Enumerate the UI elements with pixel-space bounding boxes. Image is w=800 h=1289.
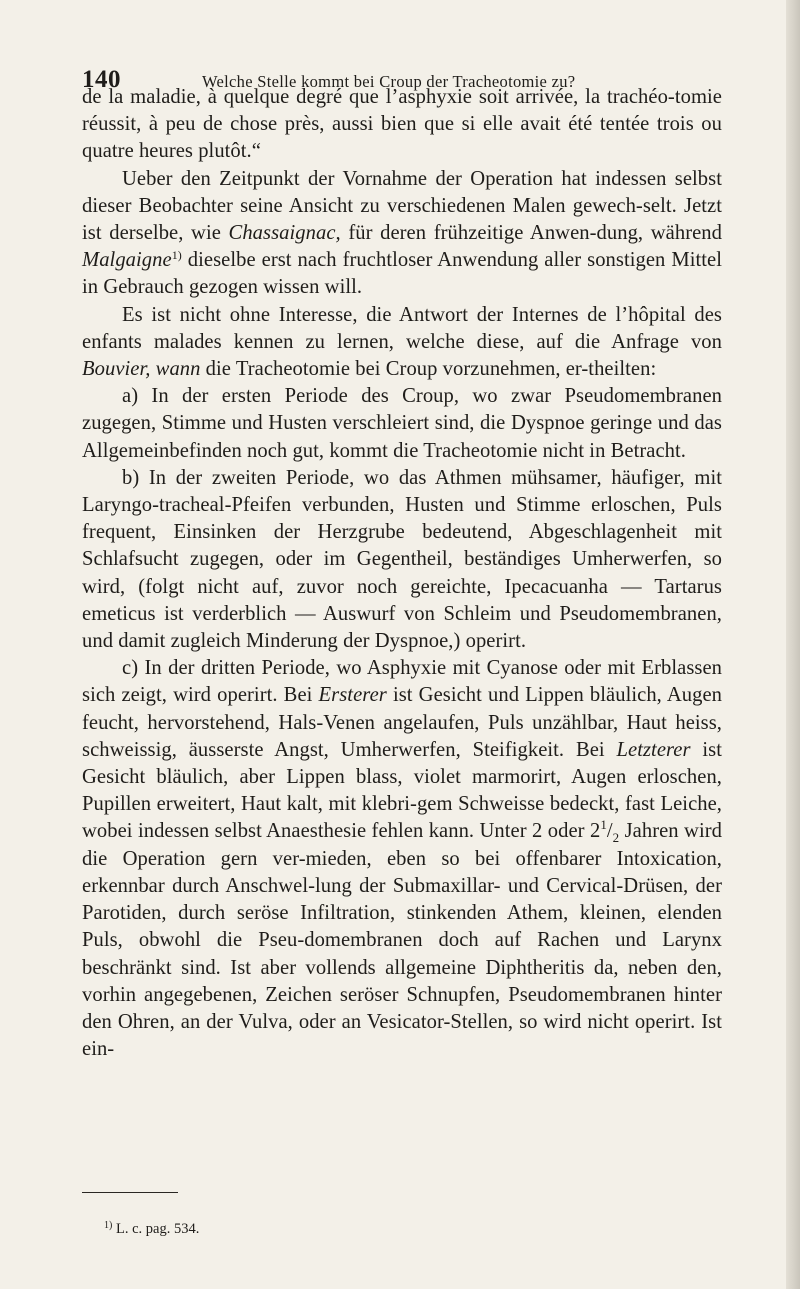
text-run: Jahren wird die Operation gern ver-mieden, eben so bei offenbarer Intoxication, erkennbar durch Anschwel-lung der Submaxillar- und Cervical-Drüsen, der Parotiden, durch seröse Infiltration, stinkenden Athem, kleinen, elenden Puls, obwohl die Pseu-domembranen doch auf Rachen und Larynx beschränkt sind. Ist aber vollends allgemeine Diphtheritis da, neben den, vorhin angegebenen, Zeichen seröser Schnupfen, Pseudomembranen hinter den Ohren, an der Vulva, oder an Vesicator-Stellen, so wird nicht operirt. Ist ein- [82, 820, 722, 1061]
text-run: für deren frühzeitige Anwen-dung, während [340, 222, 723, 245]
paragraph [82, 166, 722, 302]
text-run: dieselbe erst nach fruchtloser Anwendung aller sonstigen Mittel in Gebrauch gezogen wissen will. [82, 249, 722, 299]
text-run: c) In der dritten Periode, wo Asphyxie mit Cyanose oder mit Erblassen sich zeigt, wird operirt. Bei [82, 657, 722, 707]
fraction-numerator: 1 [600, 817, 607, 833]
page-edge-shadow [786, 0, 800, 1289]
footnote-divider [82, 1192, 178, 1193]
text-run: a) In der ersten Periode des Croup, wo zwar Pseudomembranen zugegen, Stimme und Husten verschleiert sind, die Dyspnoe geringe und das Allgemeinbefinden noch gut, kommt die Tracheotomie nicht in Betracht. [82, 385, 722, 462]
emphasized-name: Bouvier, wann [82, 358, 201, 381]
running-head: Welche Stelle kommt bei Croup der Tracheotomie zu? [202, 72, 576, 91]
text-run: die Tracheotomie bei Croup vorzunehmen, er-theilten: [200, 358, 657, 381]
paragraph [82, 655, 722, 1063]
text-run: Ueber den Zeitpunkt der Vornahme der Operation hat indessen selbst dieser Beobachter seine Ansicht zu verschiedenen Malen gewech-selt. Jetzt ist derselbe, wie [82, 167, 722, 245]
text-run: Es ist nicht ohne Interesse, die Antwort der Internes de l’hôpital des enfants malades kennen zu lernen, welche diese, auf die Anfrage von [82, 303, 722, 353]
text-run: 2 [589, 820, 601, 843]
footnote [104, 1220, 199, 1238]
emphasized-name: Ersterer [318, 684, 387, 707]
footnote-marker: 1) [104, 1220, 113, 1231]
emphasized-name: Malgaigne [82, 249, 172, 272]
text-run: ist Gesicht und Lippen bläulich, Augen feucht, hervorstehend, Hals-Venen angelaufen, Puls unzählbar, Haut heiss, schweissig, äusserste Angst, Umherwerfen, Steifigkeit. Bei [82, 684, 722, 761]
body-text [82, 84, 722, 1063]
text-run: b) In der zweiten Periode, wo das Athmen mühsamer, häufiger, mit Laryngo-tracheal-Pfeifen verbunden, Husten und Stimme erloschen, Puls frequent, Einsinken der Herzgrube bedeutend, Abgeschlagenheit mit Schlafsucht zugegen, oder im Gegentheil, beständiges Umherwerfen, so wird, (folgt nicht auf, zuvor noch gereichte, Ipecacuanha — Tartarus emeticus ist verderblich — Auswurf von Schleim und Pseudomembranen, und damit zugleich Minderung der Dyspnoe,) operirt. [82, 466, 722, 653]
text-run: / [606, 820, 613, 843]
page-number: 140 [82, 66, 121, 93]
footnote-reference: 1) [171, 248, 182, 263]
paragraph [82, 383, 722, 465]
text-run: de la maladie, à quelque degré que l’asphyxie soit arrivée, la trachéo-tomie réussit, à peu de chose près, aussi bien que si elle avait été tentée trois ou quatre heures plutôt.“ [82, 86, 722, 163]
paragraph [82, 465, 722, 655]
emphasized-name: Chassaignac, [228, 222, 341, 245]
emphasized-name: Letzterer [616, 738, 691, 761]
text-run: ist Gesicht bläulich, aber Lippen blass, violet marmorirt, Augen erloschen, Pupillen erweitert, Haut kalt, mit klebri-gem Schweisse bedeckt, fast Leiche, wobei indessen selbst Anaesthesie fehlen kann. Unter 2 oder [82, 738, 722, 843]
paragraph [82, 84, 722, 166]
paragraph [82, 302, 722, 384]
footnote-text: L. c. pag. 534. [115, 1221, 200, 1237]
fraction-denominator: 2 [612, 830, 620, 846]
